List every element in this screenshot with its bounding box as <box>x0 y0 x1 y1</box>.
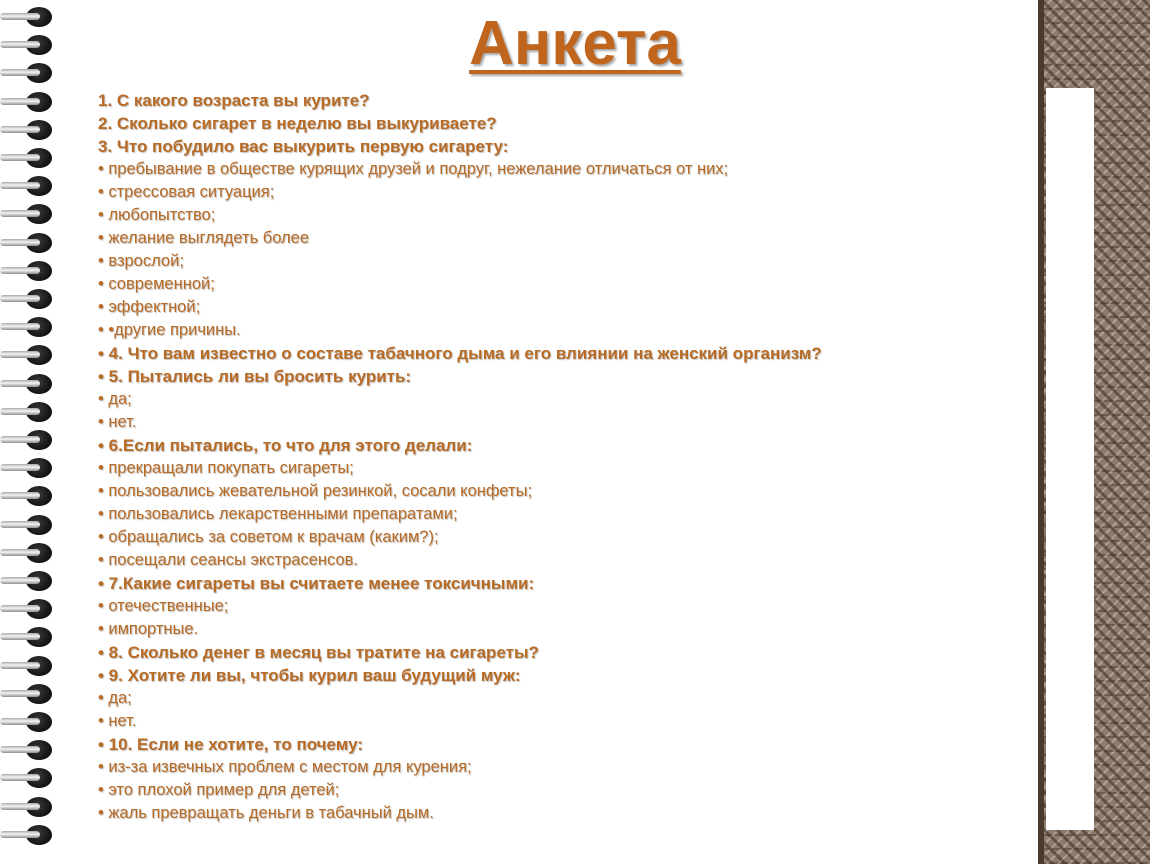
binding-ring <box>0 232 56 254</box>
question-item: • 8. Сколько денег в месяц вы тратите на сигареты? <box>98 643 539 662</box>
binding-ring <box>0 401 56 423</box>
binding-ring <box>0 457 56 479</box>
binding-ring <box>0 373 56 395</box>
question-item: • 7.Какие сигареты вы считаете менее токсичными: <box>98 574 535 593</box>
binding-ring <box>0 711 56 733</box>
answer-option: • любопытство; <box>98 206 216 224</box>
answer-option: • импортные. <box>98 620 199 638</box>
binding-ring <box>0 598 56 620</box>
binding-ring <box>0 260 56 282</box>
binding-ring <box>0 626 56 648</box>
answer-option: • это плохой пример для детей; <box>98 781 340 799</box>
answer-option: • обращались за советом к врачам (каким?); <box>98 528 439 546</box>
answer-option: • пользовались лекарственными препаратами; <box>98 505 458 523</box>
answer-option: • нет. <box>98 413 137 431</box>
binding-ring <box>0 119 56 141</box>
answer-option: • взрослой; <box>98 252 184 270</box>
binding-ring <box>0 344 56 366</box>
binding-ring <box>0 796 56 818</box>
question-item: • 5. Пытались ли вы бросить курить: <box>98 367 412 386</box>
answer-option: • желание выглядеть более <box>98 229 310 247</box>
question-item: 2. Сколько сигарет в неделю вы выкуриваете? <box>98 114 497 133</box>
answer-option: • отечественные; <box>98 597 229 615</box>
binding-ring <box>0 570 56 592</box>
answer-option: • пребывание в обществе курящих друзей и подруг, нежелание отличаться от них; <box>98 160 729 178</box>
binding-ring <box>0 655 56 677</box>
binding-ring <box>0 429 56 451</box>
questionnaire-list <box>98 89 1028 825</box>
binding-ring <box>0 175 56 197</box>
question-item: • 10. Если не хотите, то почему: <box>98 735 364 754</box>
binding-ring <box>0 514 56 536</box>
question-item: • 4. Что вам известно о составе табачного дыма и его влиянии на женский организм? <box>98 344 822 363</box>
answer-option: • посещали сеансы экстрасенсов. <box>98 551 358 569</box>
answer-option: • пользовались жевательной резинкой, сосали конфеты; <box>98 482 533 500</box>
answer-option: • нет. <box>98 712 137 730</box>
binding-ring <box>0 91 56 113</box>
binding-ring <box>0 288 56 310</box>
binding-ring <box>0 485 56 507</box>
answer-option: • прекращали покупать сигареты; <box>98 459 354 477</box>
question-item: • 6.Если пытались, то что для этого делали: <box>98 436 473 455</box>
answer-option: • современной; <box>98 275 215 293</box>
answer-option: • эффектной; <box>98 298 201 316</box>
binding-ring <box>0 824 56 846</box>
binding-ring <box>0 203 56 225</box>
ornament-edge <box>1038 0 1044 864</box>
binding-ring <box>0 739 56 761</box>
binding-ring <box>0 542 56 564</box>
answer-option: • •другие причины. <box>98 321 241 339</box>
question-item: 3. Что побудило вас выкурить первую сигарету: <box>98 137 509 156</box>
answer-option: • жаль превращать деньги в табачный дым. <box>98 804 434 822</box>
page-title: Анкета <box>469 9 681 78</box>
binding-ring <box>0 316 56 338</box>
binding-ring <box>0 147 56 169</box>
answer-option: • да; <box>98 689 132 707</box>
binding-ring <box>0 767 56 789</box>
binding-ring <box>0 683 56 705</box>
answer-option: • из-за извечных проблем с местом для курения; <box>98 758 472 776</box>
answer-option: • стрессовая ситуация; <box>98 183 275 201</box>
question-item: 1. С какого возраста вы курите? <box>98 91 370 110</box>
question-item: • 9. Хотите ли вы, чтобы курил ваш будущий муж: <box>98 666 521 685</box>
answer-option: • да; <box>98 390 132 408</box>
white-panel <box>1046 88 1094 830</box>
notebook-binding <box>0 0 60 864</box>
